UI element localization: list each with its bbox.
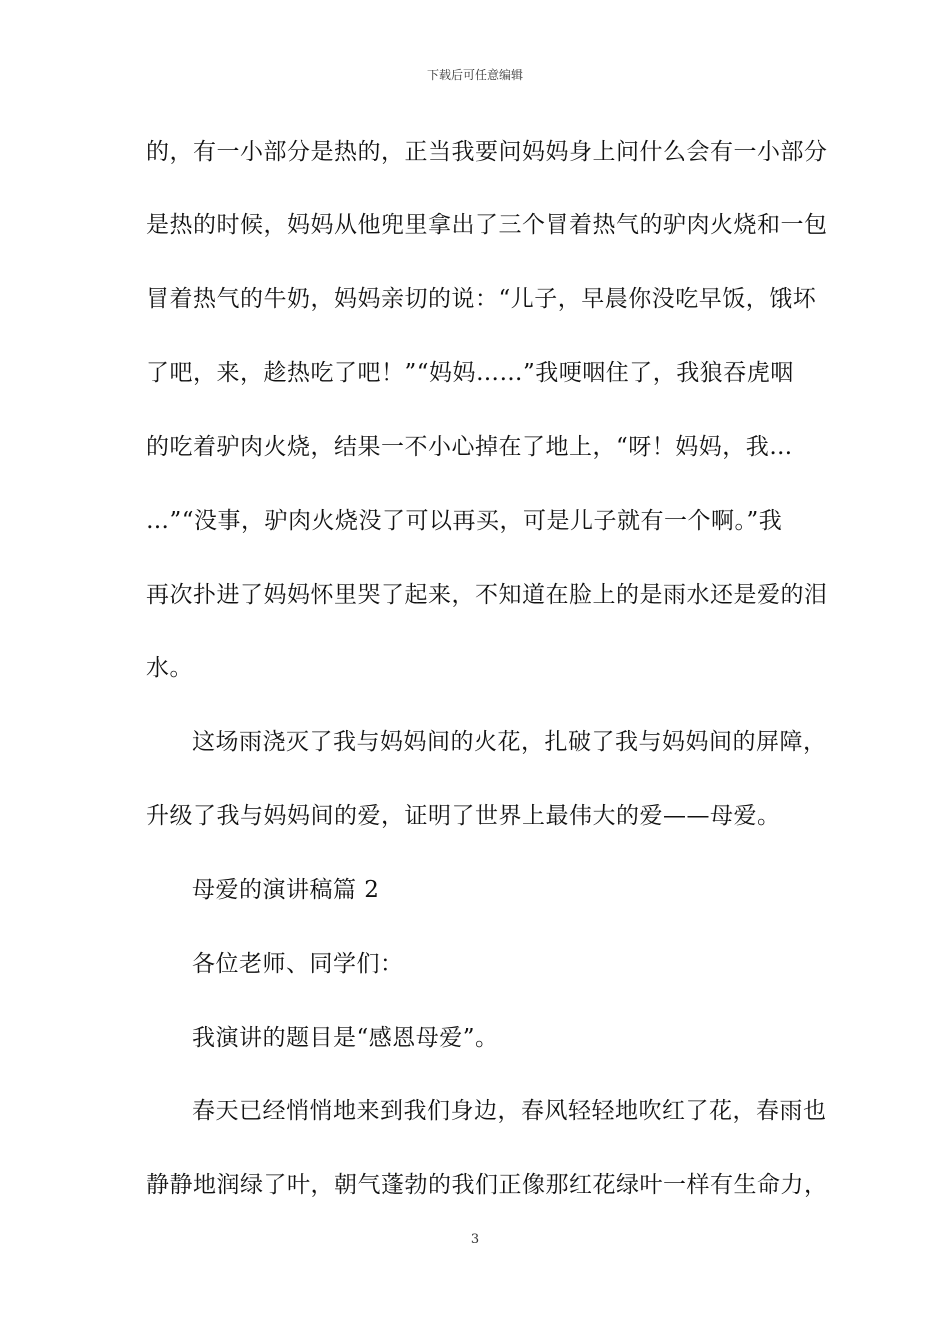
text-line: 的吃着驴肉火烧，结果一不小心掉在了地上，“呀！妈妈，我… [146,434,793,460]
text-line: 是热的时候，妈妈从他兜里拿出了三个冒着热气的驴肉火烧和一包 [146,212,828,238]
text-line: 冒着热气的牛奶，妈妈亲切的说：“儿子，早晨你没吃早饭，饿坏 [146,286,817,312]
text-line: 这场雨浇灭了我与妈妈间的火花，扎破了我与妈妈间的屏障， [192,729,827,755]
text-line: 升级了我与妈妈间的爱，证明了世界上最伟大的爱——母爱。 [146,803,781,829]
text-line: 各位老师、同学们： [192,951,404,977]
text-line: 的，有一小部分是热的，正当我要问妈妈身上问什么会有一小部分 [146,139,828,165]
text-line: …”“没事，驴肉火烧没了可以再买，可是儿子就有一个啊。”我 [146,508,783,534]
text-line: 春天已经悄悄地来到我们身边，春风轻轻地吹红了花，春雨也 [192,1098,827,1124]
text-line: 静静地润绿了叶，朝气蓬勃的我们正像那红花绿叶一样有生命力， [146,1172,828,1198]
text-line: 再次扑进了妈妈怀里哭了起来，不知道在脸上的是雨水还是爱的泪 [146,582,828,608]
text-line: 水。 [146,655,193,681]
text-line: 了吧，来，趁热吃了吧！”“妈妈……”我哽咽住了，我狼吞虎咽 [146,360,794,386]
page-number: 3 [470,1232,480,1247]
section-heading: 母爱的演讲稿篇 2 [192,877,380,903]
header-note: 下载后可任意编辑 [426,68,523,82]
text-line: 我演讲的题目是“感恩母爱”。 [192,1025,499,1051]
